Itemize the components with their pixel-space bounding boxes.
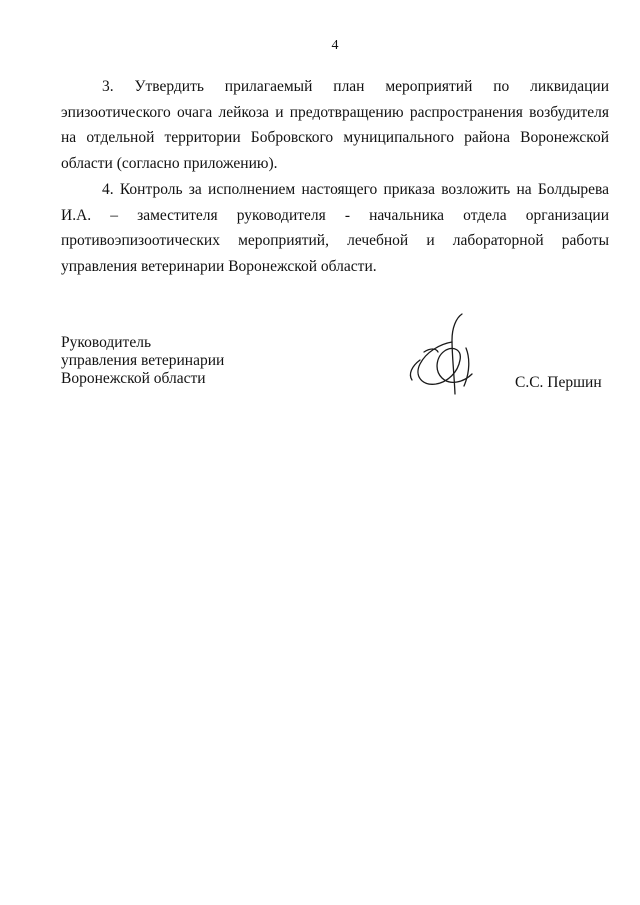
- paragraph-3: [61, 74, 609, 176]
- signer-name: С.С. Першин: [515, 374, 602, 391]
- handwritten-signature-icon: [400, 308, 510, 400]
- paragraph-text: 4. Контроль за исполнением настоящего приказа возложить на Болдырева И.А. – заместителя руководителя - начальника отдела организации противоэпизоотических мероприятий, лечебной и лабораторной работы управления ветеринарии Воронежской области.: [61, 181, 609, 275]
- paragraph-4: [61, 177, 609, 279]
- position-line: управления ветеринарии: [61, 352, 225, 369]
- paragraph-text: 3. Утвердить прилагаемый план мероприятий по ликвидации эпизоотического очага лейкоза и предотвращению распространения возбудителя на отдельной территории Бобровского муниципального района Воронежской области (согласно приложению).: [61, 78, 609, 172]
- signatory-position: [61, 334, 224, 388]
- position-line: Руководитель: [61, 334, 152, 351]
- page-number: 4: [331, 38, 339, 53]
- position-line: Воронежской области: [61, 370, 206, 387]
